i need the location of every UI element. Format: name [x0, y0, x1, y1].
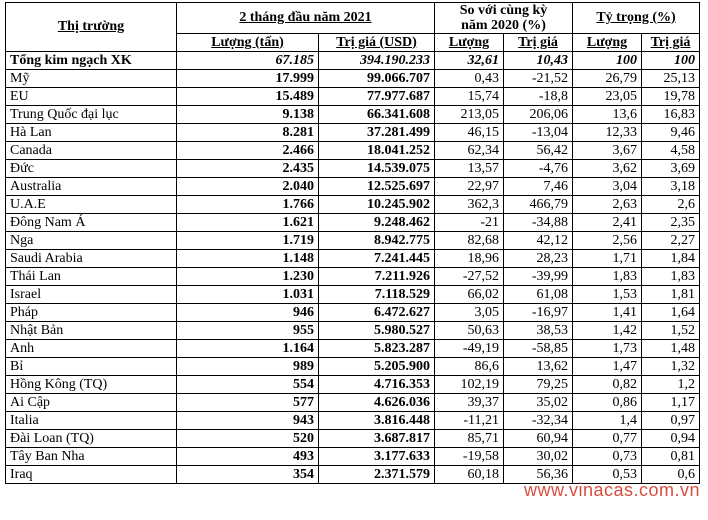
- table-row: [6, 250, 700, 268]
- market-cell: Iraq: [6, 466, 177, 484]
- volume-cell: 1.230: [177, 268, 319, 286]
- share-volume-cell: 0,77: [573, 430, 642, 448]
- value-cell: 18.041.252: [319, 142, 435, 160]
- share-volume-cell: 2,41: [573, 214, 642, 232]
- table-row: [6, 124, 700, 142]
- volume-cell: 520: [177, 430, 319, 448]
- chg-volume-cell: 362,3: [435, 196, 504, 214]
- share-volume-cell: 13,6: [573, 106, 642, 124]
- share-value-cell: 4,58: [642, 142, 700, 160]
- share-value-cell: 3,18: [642, 178, 700, 196]
- share-volume-cell: 1,42: [573, 322, 642, 340]
- value-cell: 14.539.075: [319, 160, 435, 178]
- header-market-label: Thị trường: [57, 19, 125, 34]
- watermark: www.vinacas.com.vn: [524, 480, 701, 500]
- chg-volume-cell: 66,02: [435, 286, 504, 304]
- export-market-table: [5, 2, 700, 484]
- chg-volume-cell: 18,96: [435, 250, 504, 268]
- table-row: [6, 160, 700, 178]
- share-volume-cell: 3,67: [573, 142, 642, 160]
- chg-value-cell: -58,85: [504, 340, 573, 358]
- share-volume-cell: 0,86: [573, 394, 642, 412]
- market-cell: Thái Lan: [6, 268, 177, 286]
- chg-volume-cell: 13,57: [435, 160, 504, 178]
- header-market: [6, 3, 177, 52]
- total-share-value: 100: [642, 52, 700, 70]
- chg-volume-cell: 102,19: [435, 376, 504, 394]
- share-value-cell: 3,69: [642, 160, 700, 178]
- value-cell: 10.245.902: [319, 196, 435, 214]
- share-value-cell: 1,17: [642, 394, 700, 412]
- value-cell: 5.823.287: [319, 340, 435, 358]
- volume-cell: 554: [177, 376, 319, 394]
- share-value-cell: 1,81: [642, 286, 700, 304]
- header-chg-value: [504, 34, 573, 52]
- header-chg-volume-label: Lượng: [448, 34, 490, 50]
- header-compare-line2: năm 2020 (%): [461, 18, 546, 33]
- total-row: [6, 52, 700, 70]
- chg-volume-cell: -11,21: [435, 412, 504, 430]
- table-row: [6, 70, 700, 88]
- table-row: [6, 178, 700, 196]
- chg-volume-cell: -49,19: [435, 340, 504, 358]
- share-volume-cell: 26,79: [573, 70, 642, 88]
- share-value-cell: 0,6: [642, 466, 700, 484]
- chg-value-cell: -13,04: [504, 124, 573, 142]
- chg-volume-cell: 46,15: [435, 124, 504, 142]
- table-row: [6, 412, 700, 430]
- chg-value-cell: 28,23: [504, 250, 573, 268]
- volume-cell: 15.489: [177, 88, 319, 106]
- value-cell: 7.241.445: [319, 250, 435, 268]
- value-cell: 2.371.579: [319, 466, 435, 484]
- share-volume-cell: 12,33: [573, 124, 642, 142]
- chg-value-cell: -34,88: [504, 214, 573, 232]
- table-row: [6, 376, 700, 394]
- volume-cell: 17.999: [177, 70, 319, 88]
- volume-cell: 1.766: [177, 196, 319, 214]
- share-volume-cell: 1,83: [573, 268, 642, 286]
- chg-volume-cell: 15,74: [435, 88, 504, 106]
- header-value-usd-label: Trị giá (USD): [336, 34, 417, 50]
- market-cell: Italia: [6, 412, 177, 430]
- market-cell: Đức: [6, 160, 177, 178]
- table-row: [6, 286, 700, 304]
- header-share-volume: [573, 34, 642, 52]
- share-volume-cell: 1,53: [573, 286, 642, 304]
- header-compare: [435, 3, 573, 34]
- table-row: [6, 232, 700, 250]
- market-table-container: [5, 2, 700, 484]
- header-chg-value-label: Trị giá: [518, 34, 558, 50]
- market-cell: Tây Ban Nha: [6, 448, 177, 466]
- share-volume-cell: 0,73: [573, 448, 642, 466]
- share-value-cell: 2,35: [642, 214, 700, 232]
- value-cell: 9.248.462: [319, 214, 435, 232]
- volume-cell: 9.138: [177, 106, 319, 124]
- share-value-cell: 0,97: [642, 412, 700, 430]
- market-cell: Saudi Arabia: [6, 250, 177, 268]
- value-cell: 37.281.499: [319, 124, 435, 142]
- market-cell: Hà Lan: [6, 124, 177, 142]
- volume-cell: 1.164: [177, 340, 319, 358]
- volume-cell: 2.040: [177, 178, 319, 196]
- share-volume-cell: 1,4: [573, 412, 642, 430]
- market-cell: Ai Cập: [6, 394, 177, 412]
- table-row: [6, 340, 700, 358]
- chg-value-cell: -39,99: [504, 268, 573, 286]
- table-row: [6, 142, 700, 160]
- table-row: [6, 394, 700, 412]
- share-value-cell: 1,48: [642, 340, 700, 358]
- total-share-volume: 100: [573, 52, 642, 70]
- share-value-cell: 1,83: [642, 268, 700, 286]
- value-cell: 4.716.353: [319, 376, 435, 394]
- volume-cell: 354: [177, 466, 319, 484]
- table-row: [6, 358, 700, 376]
- market-cell: Đài Loan (TQ): [6, 430, 177, 448]
- value-cell: 5.980.527: [319, 322, 435, 340]
- total-market: Tổng kim ngạch XK: [6, 52, 177, 70]
- table-row: [6, 322, 700, 340]
- table-row: [6, 106, 700, 124]
- header-share-label: Tỷ trọng (%): [596, 10, 676, 25]
- table-row: [6, 268, 700, 286]
- share-value-cell: 2,6: [642, 196, 700, 214]
- value-cell: 99.066.707: [319, 70, 435, 88]
- share-value-cell: 1,64: [642, 304, 700, 322]
- share-volume-cell: 1,71: [573, 250, 642, 268]
- share-volume-cell: 23,05: [573, 88, 642, 106]
- share-volume-cell: 0,82: [573, 376, 642, 394]
- volume-cell: 2.466: [177, 142, 319, 160]
- header-period: [177, 3, 435, 34]
- header-share-volume-label: Lượng: [586, 34, 628, 50]
- total-value: 394.190.233: [319, 52, 435, 70]
- value-cell: 8.942.775: [319, 232, 435, 250]
- table-row: [6, 430, 700, 448]
- chg-volume-cell: -21: [435, 214, 504, 232]
- share-value-cell: 0,94: [642, 430, 700, 448]
- chg-value-cell: 79,25: [504, 376, 573, 394]
- value-cell: 3.177.633: [319, 448, 435, 466]
- share-value-cell: 1,32: [642, 358, 700, 376]
- share-volume-cell: 0,53: [573, 466, 642, 484]
- chg-volume-cell: 82,68: [435, 232, 504, 250]
- volume-cell: 1.719: [177, 232, 319, 250]
- chg-value-cell: 61,08: [504, 286, 573, 304]
- volume-cell: 943: [177, 412, 319, 430]
- volume-cell: 493: [177, 448, 319, 466]
- share-value-cell: 1,52: [642, 322, 700, 340]
- share-value-cell: 2,27: [642, 232, 700, 250]
- value-cell: 7.211.926: [319, 268, 435, 286]
- chg-value-cell: 60,94: [504, 430, 573, 448]
- chg-value-cell: 38,53: [504, 322, 573, 340]
- chg-volume-cell: 22,97: [435, 178, 504, 196]
- header-volume-tons: [177, 34, 319, 52]
- market-cell: Nga: [6, 232, 177, 250]
- share-value-cell: 1,2: [642, 376, 700, 394]
- value-cell: 7.118.529: [319, 286, 435, 304]
- header-share-value: [642, 34, 700, 52]
- chg-volume-cell: -19,58: [435, 448, 504, 466]
- volume-cell: 946: [177, 304, 319, 322]
- chg-value-cell: 35,02: [504, 394, 573, 412]
- share-volume-cell: 3,62: [573, 160, 642, 178]
- chg-volume-cell: 60,18: [435, 466, 504, 484]
- value-cell: 12.525.697: [319, 178, 435, 196]
- market-cell: Australia: [6, 178, 177, 196]
- chg-value-cell: -32,34: [504, 412, 573, 430]
- share-volume-cell: 1,41: [573, 304, 642, 322]
- share-value-cell: 0,81: [642, 448, 700, 466]
- chg-volume-cell: 213,05: [435, 106, 504, 124]
- chg-value-cell: -16,97: [504, 304, 573, 322]
- value-cell: 3.816.448: [319, 412, 435, 430]
- header-volume-tons-label: Lượng (tấn): [211, 34, 284, 50]
- chg-volume-cell: 50,63: [435, 322, 504, 340]
- market-cell: Hồng Kông (TQ): [6, 376, 177, 394]
- share-volume-cell: 1,47: [573, 358, 642, 376]
- chg-value-cell: -4,76: [504, 160, 573, 178]
- market-cell: Canada: [6, 142, 177, 160]
- chg-value-cell: 42,12: [504, 232, 573, 250]
- volume-cell: 1.031: [177, 286, 319, 304]
- value-cell: 66.341.608: [319, 106, 435, 124]
- volume-cell: 989: [177, 358, 319, 376]
- market-cell: Bỉ: [6, 358, 177, 376]
- chg-value-cell: -18,8: [504, 88, 573, 106]
- market-cell: Anh: [6, 340, 177, 358]
- table-row: [6, 88, 700, 106]
- header-share-value-label: Trị giá: [650, 34, 691, 50]
- value-cell: 6.472.627: [319, 304, 435, 322]
- header-value-usd: [319, 34, 435, 52]
- table-row: [6, 448, 700, 466]
- total-chg-value: 10,43: [504, 52, 573, 70]
- header-compare-line1: So với cùng kỳ: [459, 3, 548, 18]
- header-period-label: 2 tháng đầu năm 2021: [239, 10, 372, 25]
- table-body: [6, 52, 700, 484]
- share-value-cell: 9,46: [642, 124, 700, 142]
- value-cell: 77.977.687: [319, 88, 435, 106]
- chg-volume-cell: 0,43: [435, 70, 504, 88]
- chg-volume-cell: 3,05: [435, 304, 504, 322]
- market-cell: Nhật Bản: [6, 322, 177, 340]
- header-chg-volume: [435, 34, 504, 52]
- chg-volume-cell: 39,37: [435, 394, 504, 412]
- chg-volume-cell: -27,52: [435, 268, 504, 286]
- share-volume-cell: 2,63: [573, 196, 642, 214]
- market-cell: Pháp: [6, 304, 177, 322]
- volume-cell: 1.621: [177, 214, 319, 232]
- value-cell: 5.205.900: [319, 358, 435, 376]
- value-cell: 3.687.817: [319, 430, 435, 448]
- market-cell: Trung Quốc đại lục: [6, 106, 177, 124]
- volume-cell: 577: [177, 394, 319, 412]
- chg-value-cell: 7,46: [504, 178, 573, 196]
- chg-volume-cell: 85,71: [435, 430, 504, 448]
- chg-value-cell: 466,79: [504, 196, 573, 214]
- total-volume: 67.185: [177, 52, 319, 70]
- chg-value-cell: 13,62: [504, 358, 573, 376]
- volume-cell: 2.435: [177, 160, 319, 178]
- total-chg-volume: 32,61: [435, 52, 504, 70]
- market-cell: U.A.E: [6, 196, 177, 214]
- market-cell: Mỹ: [6, 70, 177, 88]
- chg-value-cell: 56,42: [504, 142, 573, 160]
- table-row: [6, 466, 700, 484]
- market-cell: Đông Nam Á: [6, 214, 177, 232]
- chg-value-cell: 56,36: [504, 466, 573, 484]
- chg-volume-cell: 86,6: [435, 358, 504, 376]
- share-value-cell: 1,84: [642, 250, 700, 268]
- value-cell: 4.626.036: [319, 394, 435, 412]
- header-share: [573, 3, 700, 34]
- table-row: [6, 196, 700, 214]
- market-cell: Israel: [6, 286, 177, 304]
- table-row: [6, 304, 700, 322]
- table-row: [6, 214, 700, 232]
- share-volume-cell: 1,73: [573, 340, 642, 358]
- volume-cell: 8.281: [177, 124, 319, 142]
- share-value-cell: 19,78: [642, 88, 700, 106]
- chg-value-cell: 30,02: [504, 448, 573, 466]
- share-volume-cell: 3,04: [573, 178, 642, 196]
- chg-value-cell: 206,06: [504, 106, 573, 124]
- share-volume-cell: 2,56: [573, 232, 642, 250]
- share-value-cell: 25,13: [642, 70, 700, 88]
- volume-cell: 1.148: [177, 250, 319, 268]
- chg-value-cell: -21,52: [504, 70, 573, 88]
- share-value-cell: 16,83: [642, 106, 700, 124]
- chg-volume-cell: 62,34: [435, 142, 504, 160]
- market-cell: EU: [6, 88, 177, 106]
- volume-cell: 955: [177, 322, 319, 340]
